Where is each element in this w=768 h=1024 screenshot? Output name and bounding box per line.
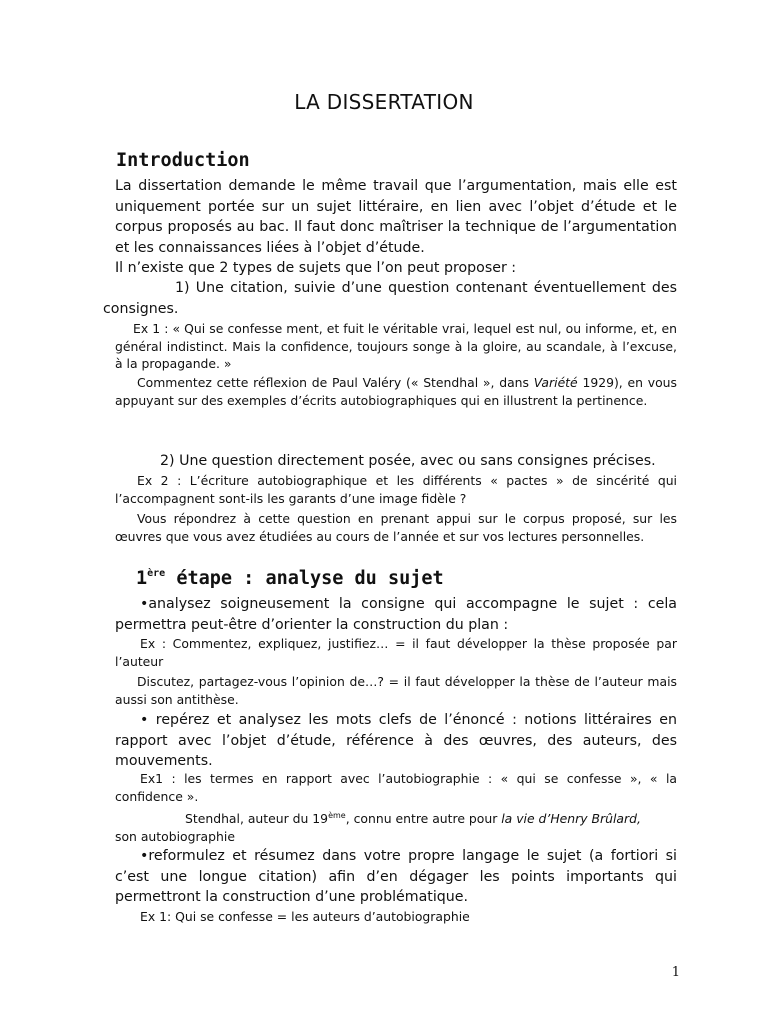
work-title-variete: Variété — [533, 375, 578, 390]
example-1-instruction: Commentez cette réflexion de Paul Valéry (« Stendhal », dans Variété 1929), en vous appuyant sur des exemples d’écrits autobiographiques qui en illustrent la pertinence. — [115, 375, 677, 408]
page-title: LA DISSERTATION — [294, 90, 474, 114]
step-1-mots-clefs-example-2: Stendhal, auteur du 19ème, connu entre autre pour la vie d’Henry Brûlard, son autobiographie — [115, 811, 641, 844]
step-1-bullet-reformulez: •reformulez et résumez dans votre propre langage le sujet (a fortiori si c’est une longue citation) afin d’en dégager les points importants qui permettront la construction d’une problématique. — [115, 848, 677, 905]
step-1-bullet-mots-clefs: • repérez et analysez les mots clefs de l’énoncé : notions littéraires en rapport avec l’objet d’étude, référence à des œuvres, des auteurs, des mouvements. — [115, 712, 677, 769]
step-1-consigne-example-1: Ex : Commentez, expliquez, justifiez… = il faut développer la thèse proposée par l’auteur — [115, 636, 677, 669]
introduction-heading: Introduction — [116, 150, 250, 171]
type-2-question: 2) Une question directement posée, avec ou sans consignes précises. — [160, 453, 656, 469]
work-title-henry-brulard: la vie d’Henry Brûlard, — [501, 811, 641, 826]
step-1-mots-clefs-example-1: Ex1 : les termes en rapport avec l’autobiographie : « qui se confesse », « la confidence ». — [115, 771, 677, 804]
example-2-question: Ex 2 : L’écriture autobiographique et les différents « pactes » de sincérité qui l’accompagnent sont-ils les garants d’une image fidèle ? — [115, 473, 677, 506]
step-1-reformulez-example: Ex 1: Qui se confesse = les auteurs d’autobiographie — [140, 909, 470, 924]
example-2-instruction: Vous répondrez à cette question en prenant appui sur le corpus proposé, sur les œuvres que vous avez étudiées au cours de l’année et sur vos lectures personnelles. — [115, 511, 677, 544]
step-1-bullet-consigne: •analysez soigneusement la consigne qui accompagne le sujet : cela permettra peut-être d’orienter la construction du plan : — [115, 596, 677, 633]
intro-paragraph: La dissertation demande le même travail que l’argumentation, mais elle est uniquement portée sur un sujet littéraire, en lien avec l’objet d’étude et le corpus proposés au bac. Il faut donc maîtriser la technique de l’argumentation et les connaissances liées à l’objet d’étude. — [115, 178, 677, 256]
page-number: 1 — [671, 965, 680, 980]
step-1-heading: 1ère étape : analyse du sujet — [136, 568, 444, 589]
type-1-citation: 1) Une citation, suivie d’une question contenant éventuellement des consignes. — [103, 280, 677, 317]
types-intro: Il n’existe que 2 types de sujets que l’on peut proposer : — [115, 260, 517, 276]
example-1-quote: Ex 1 : « Qui se confesse ment, et fuit le véritable vrai, lequel est nul, ou informe, et, en général indistinct. Mais la confidence, toujours songe à la gloire, au scandale, à l’excuse, à la propagande. » — [115, 321, 677, 371]
step-1-consigne-example-2: Discutez, partagez-vous l’opinion de…? = il faut développer la thèse de l’auteur mais aussi son antithèse. — [115, 674, 677, 707]
